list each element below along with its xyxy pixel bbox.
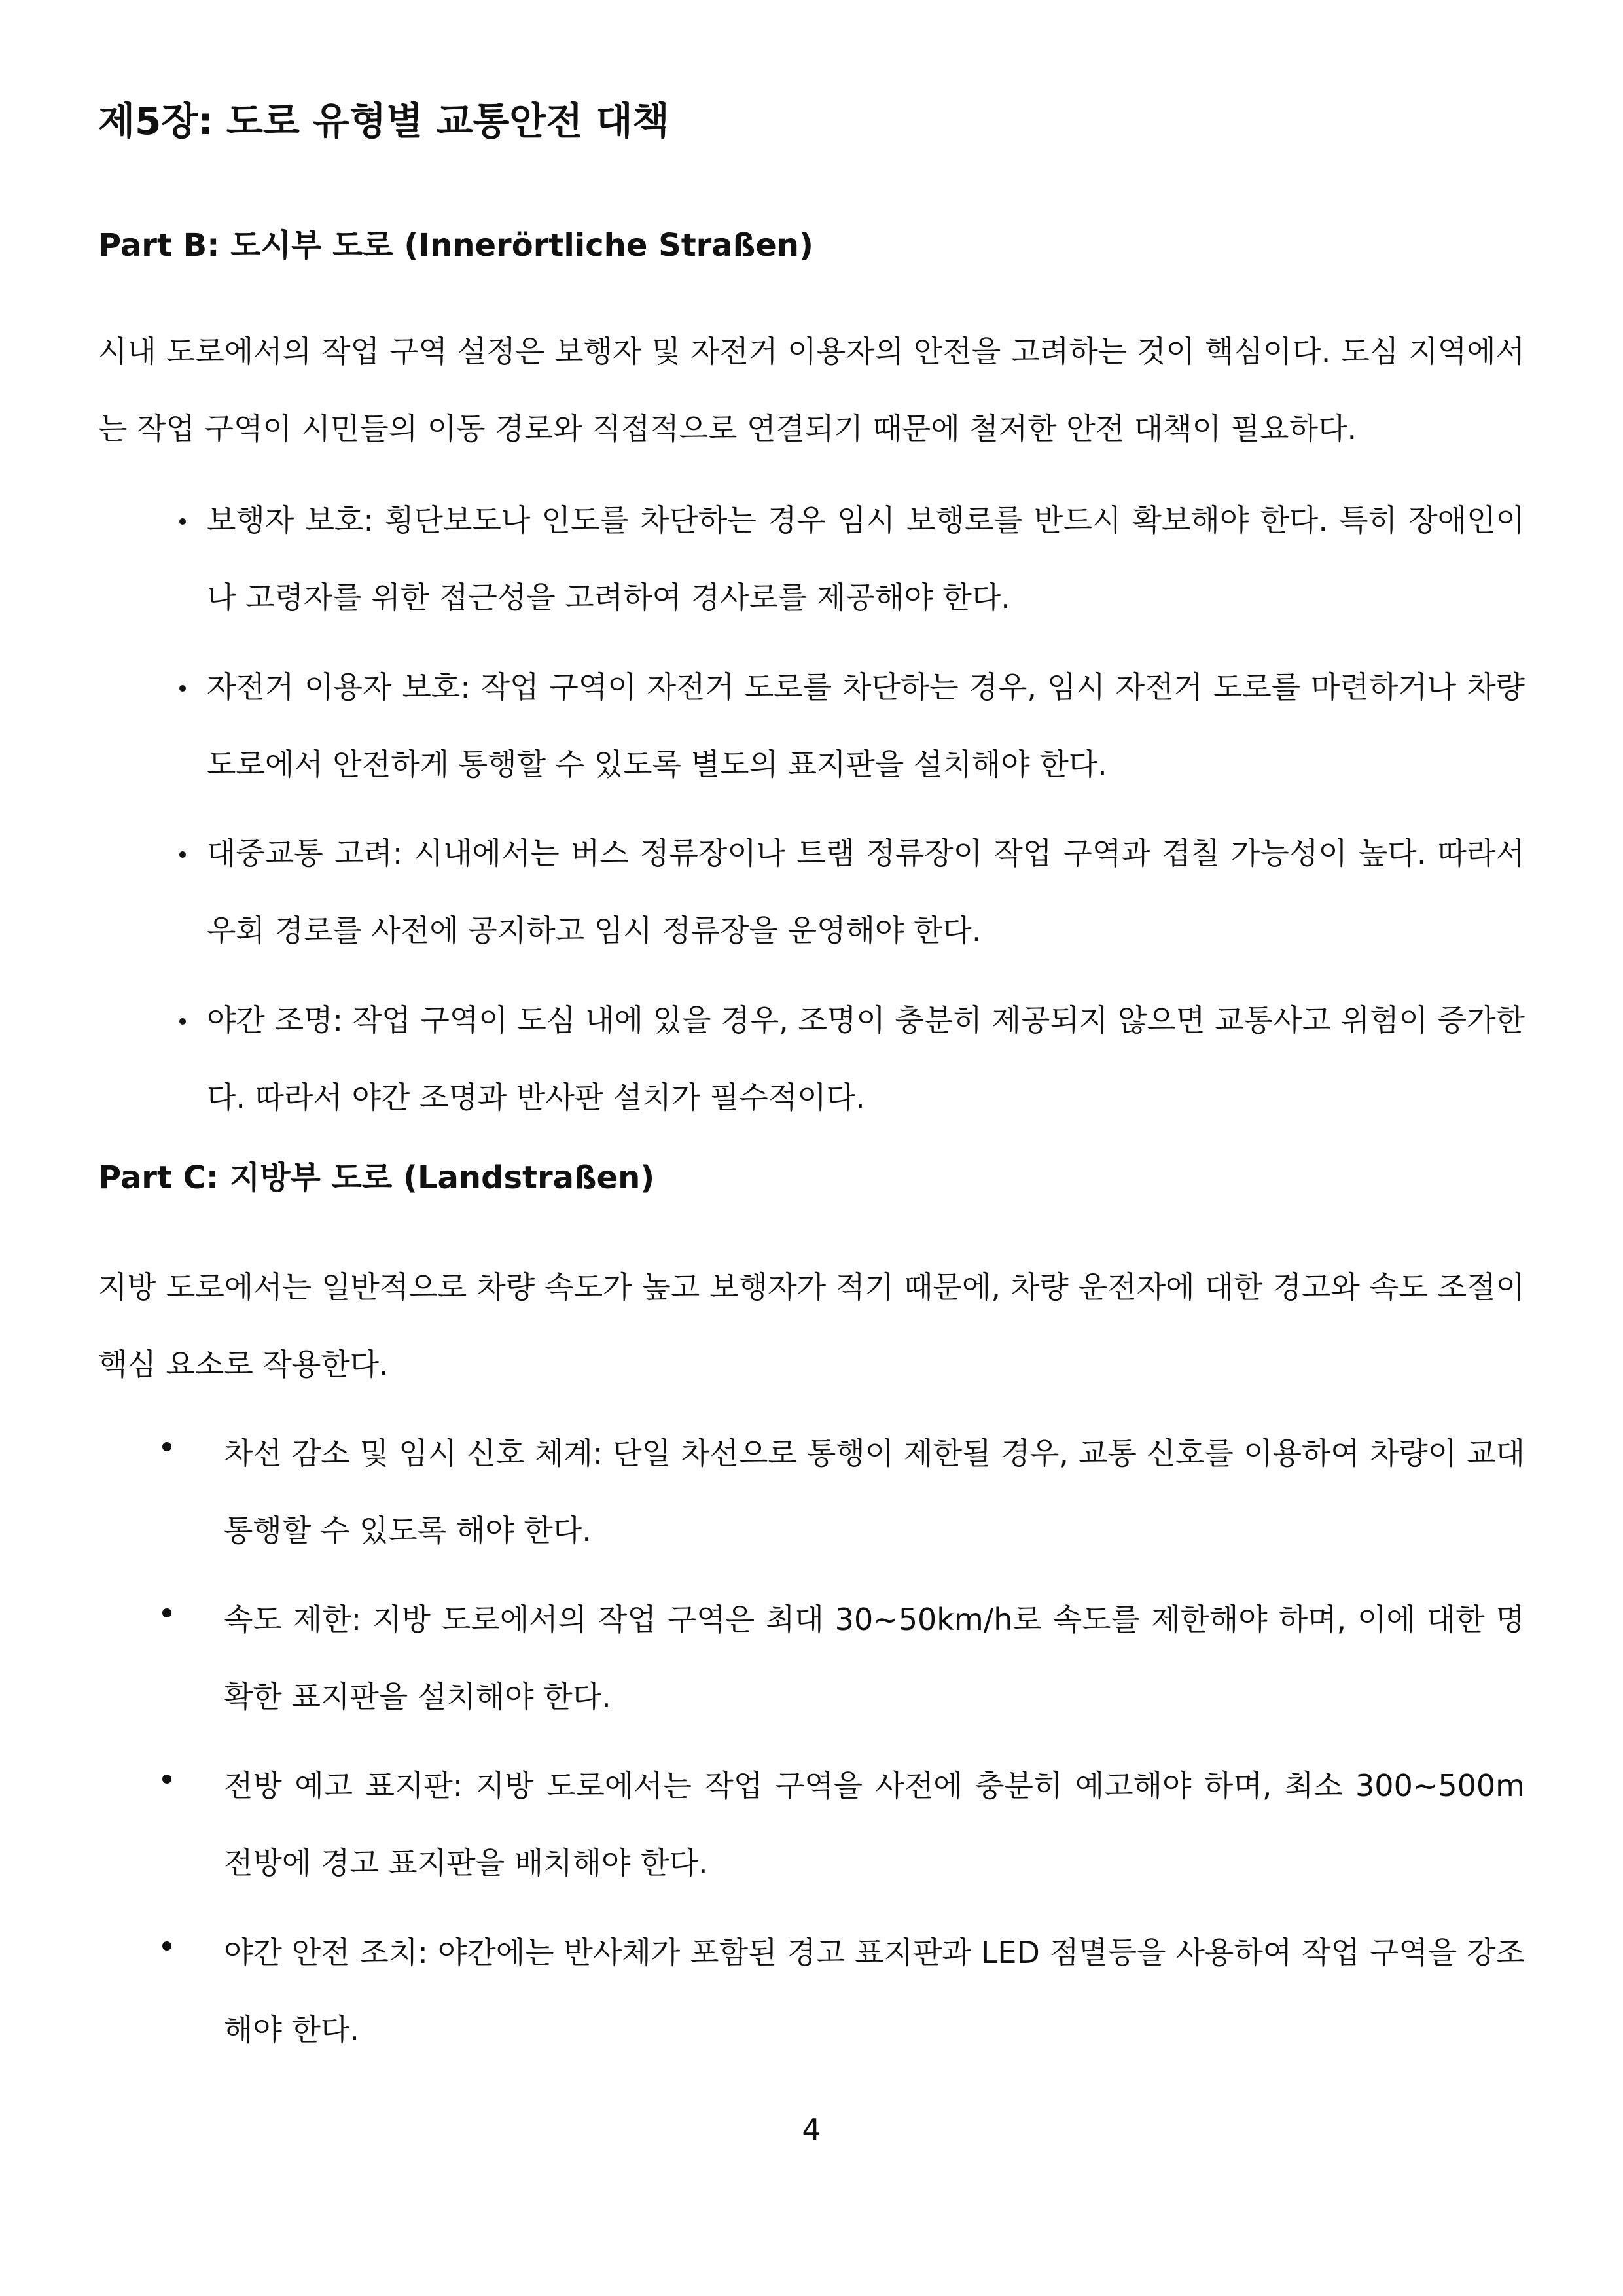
part-c-item-lane-reduction: 차선 감소 및 임시 신호 체계: 단일 차선으로 통행이 제한될 경우, 교통 신호를 이용하여 차량이 교대 통행할 수 있도록 해야 한다. xyxy=(224,1436,1525,1548)
part-b-intro: 시내 도로에서의 작업 구역 설정은 보행자 및 자전거 이용자의 안전을 고려하는 것이 핵심이다. 도심 지역에서는 작업 구역이 시민들의 이동 경로와 직접적으로 연결되기 때문에 철저한 안전 대책이 필요하다. xyxy=(98,334,1525,446)
part-c-item-speed-limit: 속도 제한: 지방 도로에서의 작업 구역은 최대 30~50km/h로 속도를 제한해야 하며, 이에 대한 명확한 표지판을 설치해야 한다. xyxy=(224,1602,1525,1714)
part-c-item-advance-sign: 전방 예고 표지판: 지방 도로에서는 작업 구역을 사전에 충분히 예고해야 하며, 최소 300~500m 전방에 경고 표지판을 배치해야 한다. xyxy=(224,1768,1525,1881)
bullet-icon xyxy=(179,1018,186,1025)
part-c-item-night-safety: 야간 안전 조치: 야간에는 반사체가 포함된 경고 표지판과 LED 점멸등을 사용하여 작업 구역을 강조해야 한다. xyxy=(224,1935,1525,2047)
bullet-icon xyxy=(162,1941,171,1951)
part-c-intro: 지방 도로에서는 일반적으로 차량 속도가 높고 보행자가 적기 때문에, 차량 운전자에 대한 경고와 속도 조절이 핵심 요소로 작용한다. xyxy=(98,1269,1525,1382)
bullet-icon xyxy=(162,1608,171,1617)
part-b-item-lighting: 야간 조명: 작업 구역이 도심 내에 있을 경우, 조명이 충분히 제공되지 않으면 교통사고 위험이 증가한다. 따라서 야간 조명과 반사판 설치가 필수적이다. xyxy=(207,1002,1525,1115)
page-number: 4 xyxy=(802,2112,821,2147)
part-b-item-transit: 대중교통 고려: 시내에서는 버스 정류장이나 트램 정류장이 작업 구역과 겹칠 가능성이 높다. 따라서 우회 경로를 사전에 공지하고 임시 정류장을 운영해야 한다. xyxy=(207,836,1525,948)
chapter-title: 제5장: 도로 유형별 교통안전 대책 xyxy=(98,99,669,143)
bullet-icon xyxy=(179,518,186,525)
part-b-item-pedestrian: 보행자 보호: 횡단보도나 인도를 차단하는 경우 임시 보행로를 반드시 확보해야 한다. 특히 장애인이나 고령자를 위한 접근성을 고려하여 경사로를 제공해야 한다. xyxy=(207,503,1525,615)
part-b-heading: Part B: 도시부 도로 (Innerörtliche Straßen) xyxy=(98,227,813,264)
bullet-icon xyxy=(179,685,186,692)
bullet-icon xyxy=(179,851,186,858)
part-b-item-cyclist: 자전거 이용자 보호: 작업 구역이 자전거 도로를 차단하는 경우, 임시 자전거 도로를 마련하거나 차량 도로에서 안전하게 통행할 수 있도록 별도의 표지판을 설치해야 한다. xyxy=(207,669,1525,782)
part-c-heading: Part C: 지방부 도로 (Landstraßen) xyxy=(98,1159,655,1196)
bullet-icon xyxy=(162,1442,171,1451)
bullet-icon xyxy=(162,1775,171,1784)
